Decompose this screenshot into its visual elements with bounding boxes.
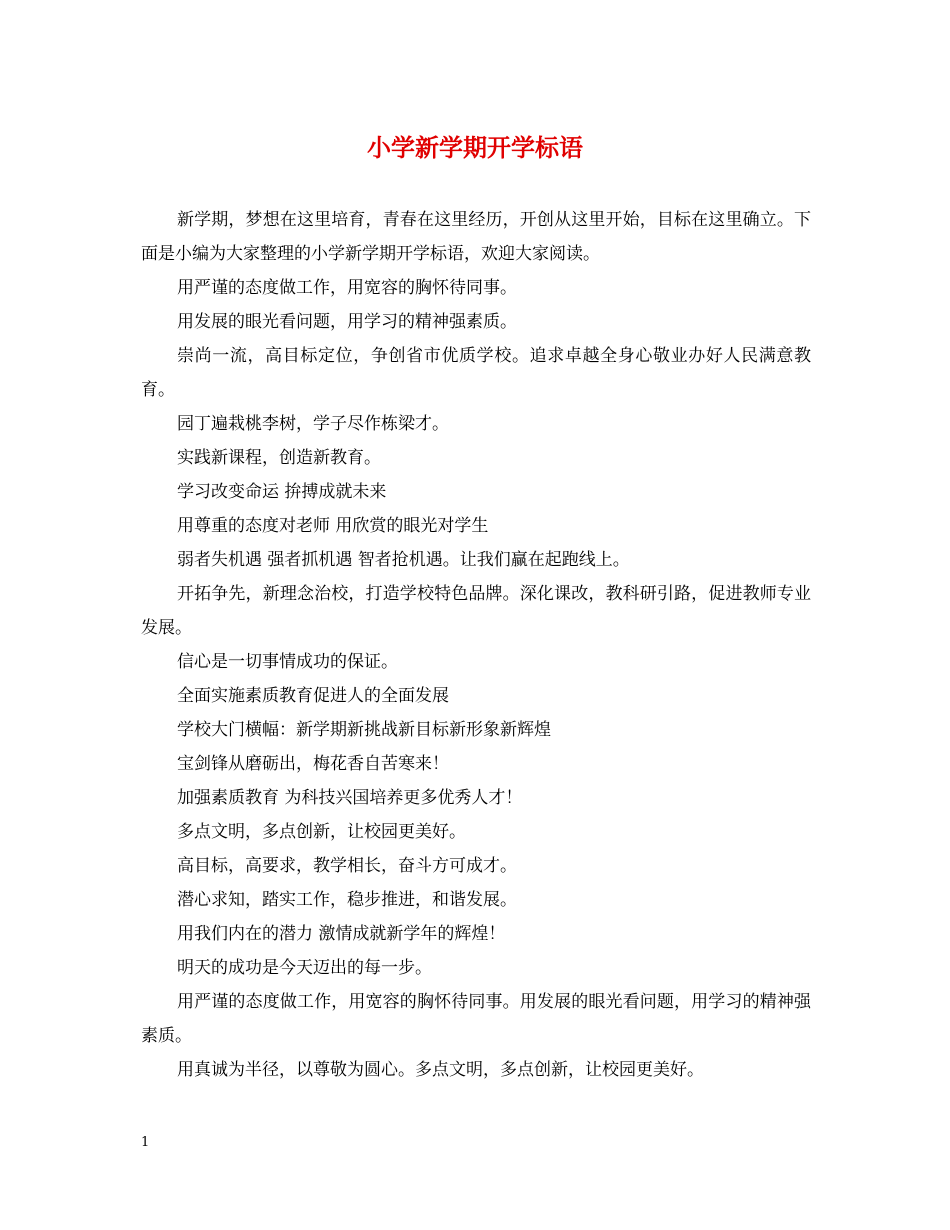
paragraph: 明天的成功是今天迈出的每一步。 [177,958,432,978]
paragraph: 崇尚一流，高目标定位，争创省市优质学校。追求卓越全身心敬业办好人民满意教育。 [141,346,811,400]
paragraph: 潜心求知，踏实工作，稳步推进，和谐发展。 [177,890,517,910]
paragraph: 新学期，梦想在这里培育，青春在这里经历，开创从这里开始，目标在这里确立。下面是小编为大家整理的小学新学期开学标语，欢迎大家阅读。 [141,210,811,264]
paragraph: 用真诚为半径，以尊敬为圆心。多点文明，多点创新，让校园更美好。 [177,1060,704,1080]
paragraph: 用严谨的态度做工作，用宽容的胸怀待同事。用发展的眼光看问题，用学习的精神强素质。 [141,992,811,1046]
paragraph: 学校大门横幅：新学期新挑战新目标新形象新辉煌 [177,720,551,740]
page-number: 1 [141,1135,150,1150]
paragraph: 用我们内在的潜力 激情成就新学年的辉煌！ [177,924,506,944]
paragraph: 实践新课程，创造新教育。 [177,448,381,468]
paragraph: 用严谨的态度做工作，用宽容的胸怀待同事。 [177,278,517,298]
paragraph: 弱者失机遇 强者抓机遇 智者抢机遇。让我们赢在起跑线上。 [177,550,630,570]
paragraph: 高目标，高要求，教学相长，奋斗方可成才。 [177,856,517,876]
paragraph: 用尊重的态度对老师 用欣赏的眼光对学生 [177,516,489,536]
paragraph: 全面实施素质教育促进人的全面发展 [177,686,449,706]
paragraph: 用发展的眼光看问题，用学习的精神强素质。 [177,312,517,332]
document-title: 小学新学期开学标语 [367,133,583,162]
document-body [141,203,811,1087]
paragraph: 多点文明，多点创新，让校园更美好。 [177,822,466,842]
paragraph: 开拓争先，新理念治校，打造学校特色品牌。深化课改，教科研引路，促进教师专业发展。 [141,584,811,638]
paragraph: 宝剑锋从磨砺出，梅花香自苦寒来！ [177,754,449,774]
paragraph: 加强素质教育 为科技兴国培养更多优秀人才！ [177,788,523,808]
paragraph: 信心是一切事情成功的保证。 [177,652,398,672]
paragraph: 园丁遍栽桃李树，学子尽作栋梁才。 [177,414,449,434]
paragraph: 学习改变命运 拚搏成就未来 [177,482,387,502]
